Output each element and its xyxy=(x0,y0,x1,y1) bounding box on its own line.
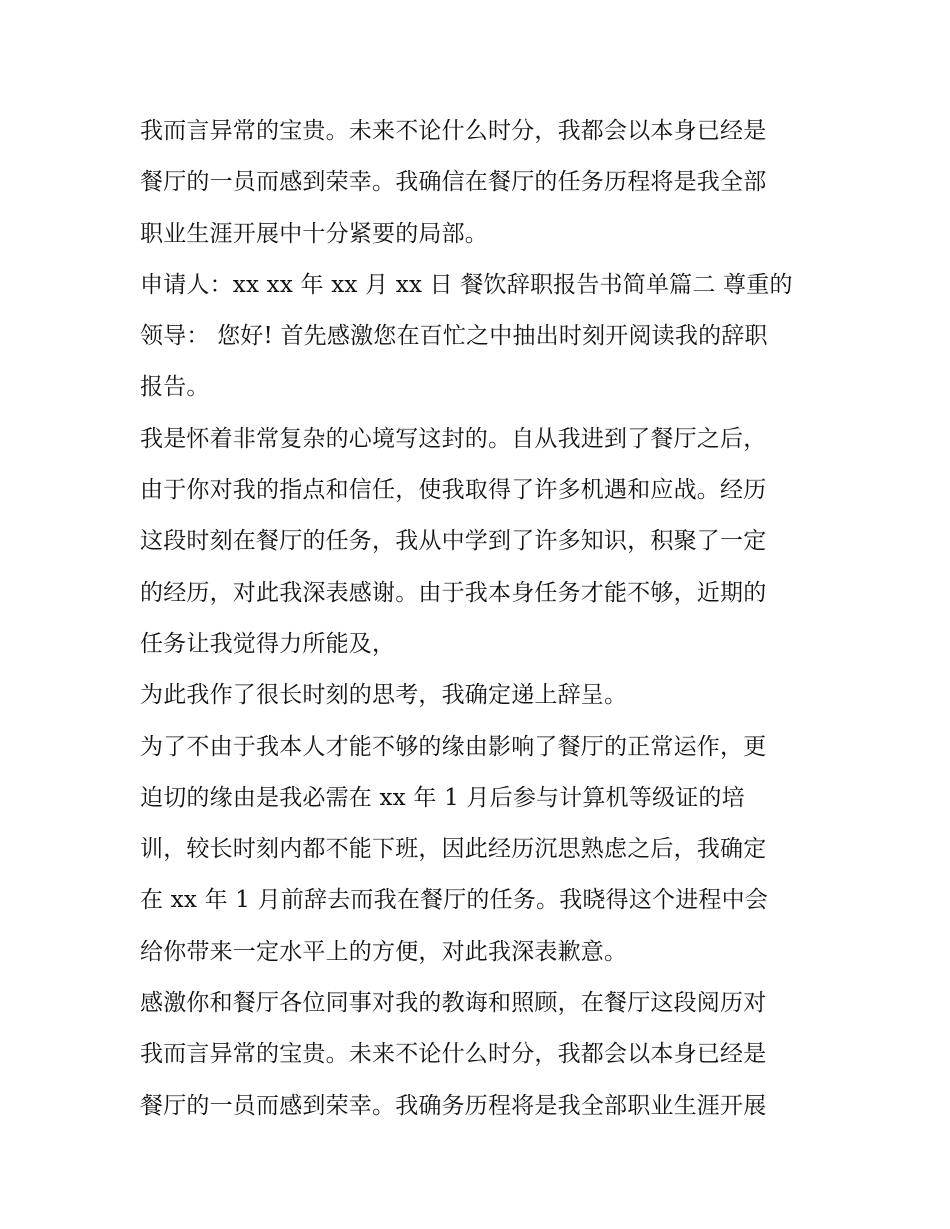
text-line: 我而言异常的宝贵。未来不论什么时分，我都会以本身已经是 xyxy=(140,118,767,144)
text-line: 的经历，对此我深表感谢。由于我本身任务才能不够，近期的 xyxy=(140,579,767,606)
text-line: 由于你对我的指点和信任，使我取得了许多机遇和应战。经历 xyxy=(140,477,767,504)
document-body xyxy=(140,106,840,1132)
text-line: 训，较长时刻内都不能下班，因此经历沉思熟虑之后，我确定 xyxy=(140,836,767,863)
text-line: 为此我作了很长时刻的思考，我确定递上辞呈。 xyxy=(140,682,628,709)
text-line: 为了不由于我本人才能不够的缘由影响了餐厅的正常运作，更 xyxy=(140,733,767,760)
text-line: 职业生涯开展中十分紧要的局部。 xyxy=(140,220,488,247)
text-line: 餐厅的一员而感到荣幸。我确务历程将是我全部职业生涯开展 xyxy=(140,1092,767,1119)
text-line: 给你带来一定水平上的方便，对此我深表歉意。 xyxy=(140,938,628,965)
text-line: 在 xx 年 1 月前辞去而我在餐厅的任务。我晓得这个进程中会 xyxy=(140,887,769,914)
text-line: 任务让我觉得力所能及， xyxy=(140,630,396,657)
text-line: 餐厅的一员而感到荣幸。我确信在餐厅的任务历程将是我全部 xyxy=(140,169,767,196)
text-line: 感激你和餐厅各位同事对我的教诲和照顾，在餐厅这段阅历对 xyxy=(140,990,767,1017)
text-line: 申请人：xx xx 年 xx 月 xx 日 餐饮辞职报告书简单篇二 尊重的 xyxy=(140,271,793,298)
text-line: 我是怀着非常复杂的心境写这封的。自从我进到了餐厅之后， xyxy=(140,425,767,452)
text-line: 这段时刻在餐厅的任务，我从中学到了许多知识，积聚了一定 xyxy=(140,528,767,555)
text-line: 迫切的缘由是我必需在 xx 年 1 月后参与计算机等级证的培 xyxy=(140,784,745,811)
text-line: 领导： 您好! 首先感激您在百忙之中抽出时刻开阅读我的辞职 xyxy=(140,323,768,350)
text-line: 我而言异常的宝贵。未来不论什么时分，我都会以本身已经是 xyxy=(140,1041,767,1068)
text-line: 报告。 xyxy=(140,374,210,401)
